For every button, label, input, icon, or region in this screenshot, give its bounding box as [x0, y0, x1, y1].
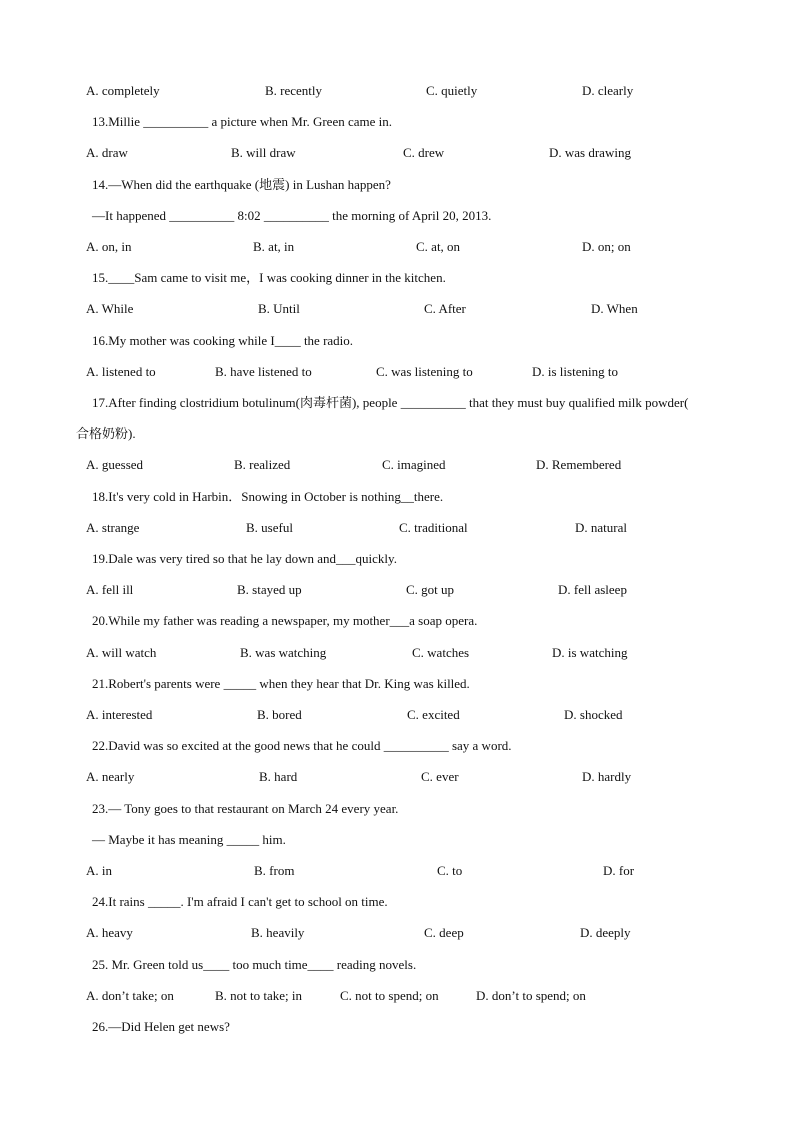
answer-option: C. watches — [412, 645, 470, 660]
answer-option: A. completely — [86, 83, 160, 98]
question-text: 19.Dale was very tired so that he lay down and___quickly. — [92, 551, 397, 566]
answer-options-row — [0, 362, 794, 382]
answer-option: B. was watching — [240, 645, 327, 660]
question-text: 14.—When did the earthquake (地震) in Lushan happen? — [92, 177, 391, 192]
answer-options-row — [0, 643, 794, 663]
answer-option: D. was drawing — [549, 145, 631, 160]
answer-option: A. don’t take; on — [86, 988, 174, 1003]
answer-option: C. got up — [406, 582, 455, 597]
question-text: 13.Millie __________ a picture when Mr. Green came in. — [92, 114, 393, 129]
question-text: 20.While my father was reading a newspaper, my mother___a soap opera. — [92, 613, 478, 628]
answer-option: B. not to take; in — [215, 988, 303, 1003]
answer-option: A. guessed — [86, 457, 144, 472]
answer-options-row — [0, 580, 794, 600]
answer-option: D. for — [603, 863, 635, 878]
answer-option: D. When — [591, 301, 638, 316]
answer-option: A. on, in — [86, 239, 132, 254]
answer-options-row — [0, 705, 794, 725]
answer-options-row — [0, 861, 794, 881]
answer-option: B. recently — [265, 83, 323, 98]
answer-option: B. from — [254, 863, 295, 878]
answer-option: D. clearly — [582, 83, 634, 98]
answer-option: C. deep — [424, 925, 464, 940]
answer-option: C. ever — [421, 769, 459, 784]
answer-option: B. bored — [257, 707, 302, 722]
answer-options-row — [0, 455, 794, 475]
answer-option: B. hard — [259, 769, 298, 784]
answer-option: B. Until — [258, 301, 300, 316]
answer-option: C. at, on — [416, 239, 461, 254]
answer-option: A. nearly — [86, 769, 135, 784]
answer-options-row — [0, 986, 794, 1006]
question-text: 24.It rains _____. I'm afraid I can't get to school on time. — [92, 894, 388, 909]
answer-options-row — [0, 81, 794, 101]
answer-option: B. heavily — [251, 925, 305, 940]
answer-option: D. hardly — [582, 769, 632, 784]
answer-option: B. will draw — [231, 145, 296, 160]
question-continuation: 合格奶粉). — [76, 426, 136, 441]
question-text: 18.It's very cold in Harbin．Snowing in October is nothing__there. — [92, 489, 444, 504]
answer-option: B. at, in — [253, 239, 295, 254]
answer-option: C. After — [424, 301, 466, 316]
answer-option: B. useful — [246, 520, 293, 535]
answer-option: D. shocked — [564, 707, 623, 722]
answer-option: D. natural — [575, 520, 627, 535]
answer-options-row — [0, 237, 794, 257]
answer-option: A. While — [86, 301, 134, 316]
answer-option: A. strange — [86, 520, 140, 535]
answer-option: C. imagined — [382, 457, 446, 472]
answer-option: A. listened to — [86, 364, 156, 379]
question-text: — Maybe it has meaning _____ him. — [92, 832, 286, 847]
answer-option: B. realized — [234, 457, 291, 472]
answer-option: A. will watch — [86, 645, 157, 660]
question-text: 17.After finding clostridium botulinum(肉毒杆菌), people __________ that they must buy qualified milk powder( — [92, 395, 689, 410]
question-text: 25. Mr. Green told us____ too much time____ reading novels. — [92, 957, 417, 972]
answer-option: A. heavy — [86, 925, 133, 940]
answer-option: C. quietly — [426, 83, 478, 98]
answer-option: C. excited — [407, 707, 460, 722]
answer-option: C. not to spend; on — [340, 988, 439, 1003]
question-text: 23.— Tony goes to that restaurant on March 24 every year. — [92, 801, 399, 816]
answer-options-row — [0, 143, 794, 163]
answer-option: A. fell ill — [86, 582, 134, 597]
answer-option: D. on; on — [582, 239, 631, 254]
question-text: 16.My mother was cooking while I____ the radio. — [92, 333, 354, 348]
answer-options-row — [0, 923, 794, 943]
answer-option: B. have listened to — [215, 364, 312, 379]
answer-options-row — [0, 767, 794, 787]
answer-option: D. fell asleep — [558, 582, 627, 597]
question-text: 22.David was so excited at the good news that he could __________ say a word. — [92, 738, 512, 753]
answer-options-row — [0, 299, 794, 319]
answer-option: B. stayed up — [237, 582, 302, 597]
answer-option: A. draw — [86, 145, 128, 160]
answer-option: C. drew — [403, 145, 445, 160]
answer-option: C. to — [437, 863, 463, 878]
answer-option: A. interested — [86, 707, 153, 722]
question-text: 26.—Did Helen get news? — [92, 1019, 230, 1034]
answer-option: C. traditional — [399, 520, 468, 535]
question-text: 15.____Sam came to visit me，I was cooking dinner in the kitchen. — [92, 270, 446, 285]
answer-option: C. was listening to — [376, 364, 473, 379]
answer-option: D. deeply — [580, 925, 631, 940]
question-text: 21.Robert's parents were _____ when they hear that Dr. King was killed. — [92, 676, 470, 691]
answer-option: D. is listening to — [532, 364, 618, 379]
answer-option: D. is watching — [552, 645, 628, 660]
answer-option: D. don’t to spend; on — [476, 988, 586, 1003]
question-text: —It happened __________ 8:02 __________ the morning of April 20, 2013. — [92, 208, 492, 223]
answer-option: A. in — [86, 863, 112, 878]
answer-options-row — [0, 518, 794, 538]
answer-option: D. Remembered — [536, 457, 622, 472]
